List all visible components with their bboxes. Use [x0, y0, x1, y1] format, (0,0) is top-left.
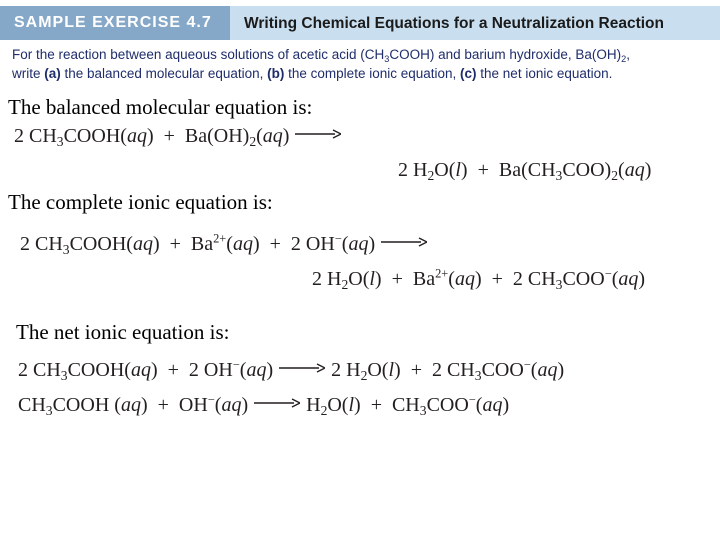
reaction-arrow-icon	[279, 362, 325, 374]
reaction-arrow-icon	[381, 236, 427, 248]
molecular-equation-reactants: 2 $CH_3COOH(aq) + Ba(OH)_2(aq)$	[14, 125, 347, 148]
reaction-arrow-icon	[295, 128, 341, 140]
net-ionic-equation-simplified: $CH_3COOH$ (aq) + OH−(aq) $H_2O(l) + CH_3COO^-(aq)$	[18, 392, 510, 419]
exercise-prompt	[12, 45, 718, 83]
prompt-line-2: write (a) the balanced molecular equation, (b) the complete ionic equation, (c) the net ionic equation.	[12, 66, 613, 81]
net-ionic-heading: The net ionic equation is:	[16, 320, 230, 344]
reaction-arrow-icon	[254, 397, 300, 409]
net-ionic-equation-full: 2 $CH_3COOH(aq) + 2$ OH−(aq) 2 $H_2O(l) + 2$ $CH_3COO^-(aq)$	[18, 357, 565, 384]
complete-ionic-products: 2 $H_2O(l) + Ba^{2+}(aq) + 2$ $CH_3COO^-(aq)$	[312, 266, 646, 293]
complete-ionic-heading: The complete ionic equation is:	[8, 190, 273, 214]
molecular-equation-heading: The balanced molecular equation is:	[8, 95, 313, 119]
prompt-line-1: For the reaction between aqueous solutions of acetic acid $(CH_3COOH)$ and barium hydroxide, $Ba(OH)_2$,	[12, 47, 631, 64]
complete-ionic-reactants: 2 $CH_3COOH(aq) + Ba^{2+}(aq) + 2$ OH−(aq)	[20, 233, 433, 256]
molecular-equation-products: 2 $H_2O(l) + Ba(CH_3COO)_2(aq)$	[398, 159, 652, 184]
exercise-header	[0, 6, 720, 40]
exercise-tag-label: SAMPLE EXERCISE 4.7	[14, 14, 212, 31]
exercise-tag	[0, 6, 230, 40]
exercise-title: Writing Chemical Equations for a Neutralization Reaction	[244, 15, 664, 32]
